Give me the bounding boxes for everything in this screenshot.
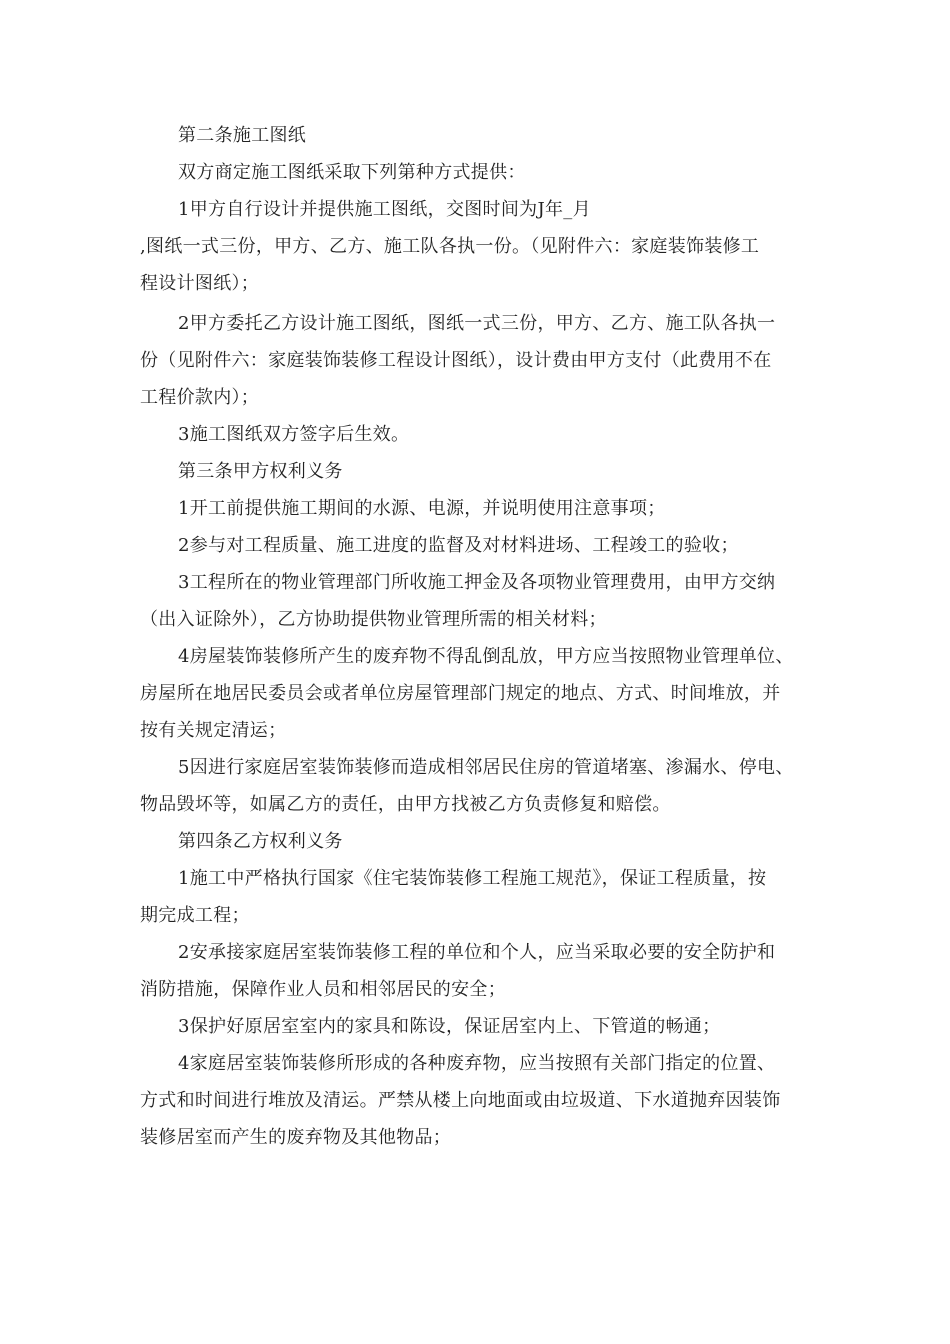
paragraph-line: （出入证除外），乙方协助提供物业管理所需的相关材料； <box>140 609 607 630</box>
paragraph-line: 4家庭居室装饰装修所形成的各种废弃物，应当按照有关部门指定的位置、 <box>178 1053 776 1074</box>
paragraph-line: 双方商定施工图纸采取下列第种方式提供： <box>178 162 526 183</box>
paragraph-line: 工程价款内）； <box>140 387 260 408</box>
paragraph-line: 1开工前提供施工期间的水源、电源，并说明使用注意事项； <box>178 498 666 519</box>
paragraph-line: 房屋所在地居民委员会或者单位房屋管理部门规定的地点、方式、时间堆放，并 <box>140 683 781 704</box>
paragraph-line: 方式和时间进行堆放及清运。严禁从楼上向地面或由垃圾道、下水道抛弃因装饰 <box>140 1090 781 1111</box>
paragraph-line: 物品毁坏等，如属乙方的责任，由甲方找被乙方负责修复和赔偿。 <box>140 794 671 815</box>
paragraph-line: 1施工中严格执行国家《住宅装饰装修工程施工规范》，保证工程质量，按 <box>178 868 767 889</box>
document-page <box>140 117 820 1156</box>
article-2-heading: 第二条施工图纸 <box>178 125 307 146</box>
article-4-heading: 第四条乙方权利义务 <box>178 831 343 852</box>
paragraph-line: 3保护好原居室室内的家具和陈设，保证居室内上、下管道的畅通； <box>178 1016 721 1037</box>
paragraph-line: 2安承接家庭居室装饰装修工程的单位和个人，应当采取必要的安全防护和 <box>178 942 776 963</box>
paragraph-line: 4房屋装饰装修所产生的废弃物不得乱倒乱放，甲方应当按照物业管理单位、 <box>178 646 794 667</box>
article-3-heading: 第三条甲方权利义务 <box>178 461 343 482</box>
paragraph-line: 份（见附件六：家庭装饰装修工程设计图纸），设计费由甲方支付（此费用不在 <box>140 350 772 371</box>
paragraph-line: 按有关规定清运； <box>140 720 287 741</box>
paragraph-line: 程设计图纸）； <box>140 273 260 294</box>
paragraph-line: 期完成工程； <box>140 905 250 926</box>
paragraph-line: 消防措施，保障作业人员和相邻居民的安全； <box>140 979 506 1000</box>
paragraph-line: ,图纸一式三份，甲方、乙方、施工队各执一份。（见附件六：家庭装饰装修工 <box>140 236 760 257</box>
paragraph-line: 2参与对工程质量、施工进度的监督及对材料进场、工程竣工的验收； <box>178 535 739 556</box>
paragraph-line: 3施工图纸双方签字后生效。 <box>178 424 410 445</box>
paragraph-line: 5因进行家庭居室装饰装修而造成相邻居民住房的管道堵塞、渗漏水、停电、 <box>178 757 794 778</box>
paragraph-line: 装修居室而产生的废弃物及其他物品； <box>140 1127 452 1148</box>
paragraph-line: 1甲方自行设计并提供施工图纸，交图时间为J年_月 <box>178 199 591 220</box>
paragraph-line: 2甲方委托乙方设计施工图纸，图纸一式三份，甲方、乙方、施工队各执一 <box>178 313 776 334</box>
paragraph-line: 3工程所在的物业管理部门所收施工押金及各项物业管理费用，由甲方交纳 <box>178 572 776 593</box>
